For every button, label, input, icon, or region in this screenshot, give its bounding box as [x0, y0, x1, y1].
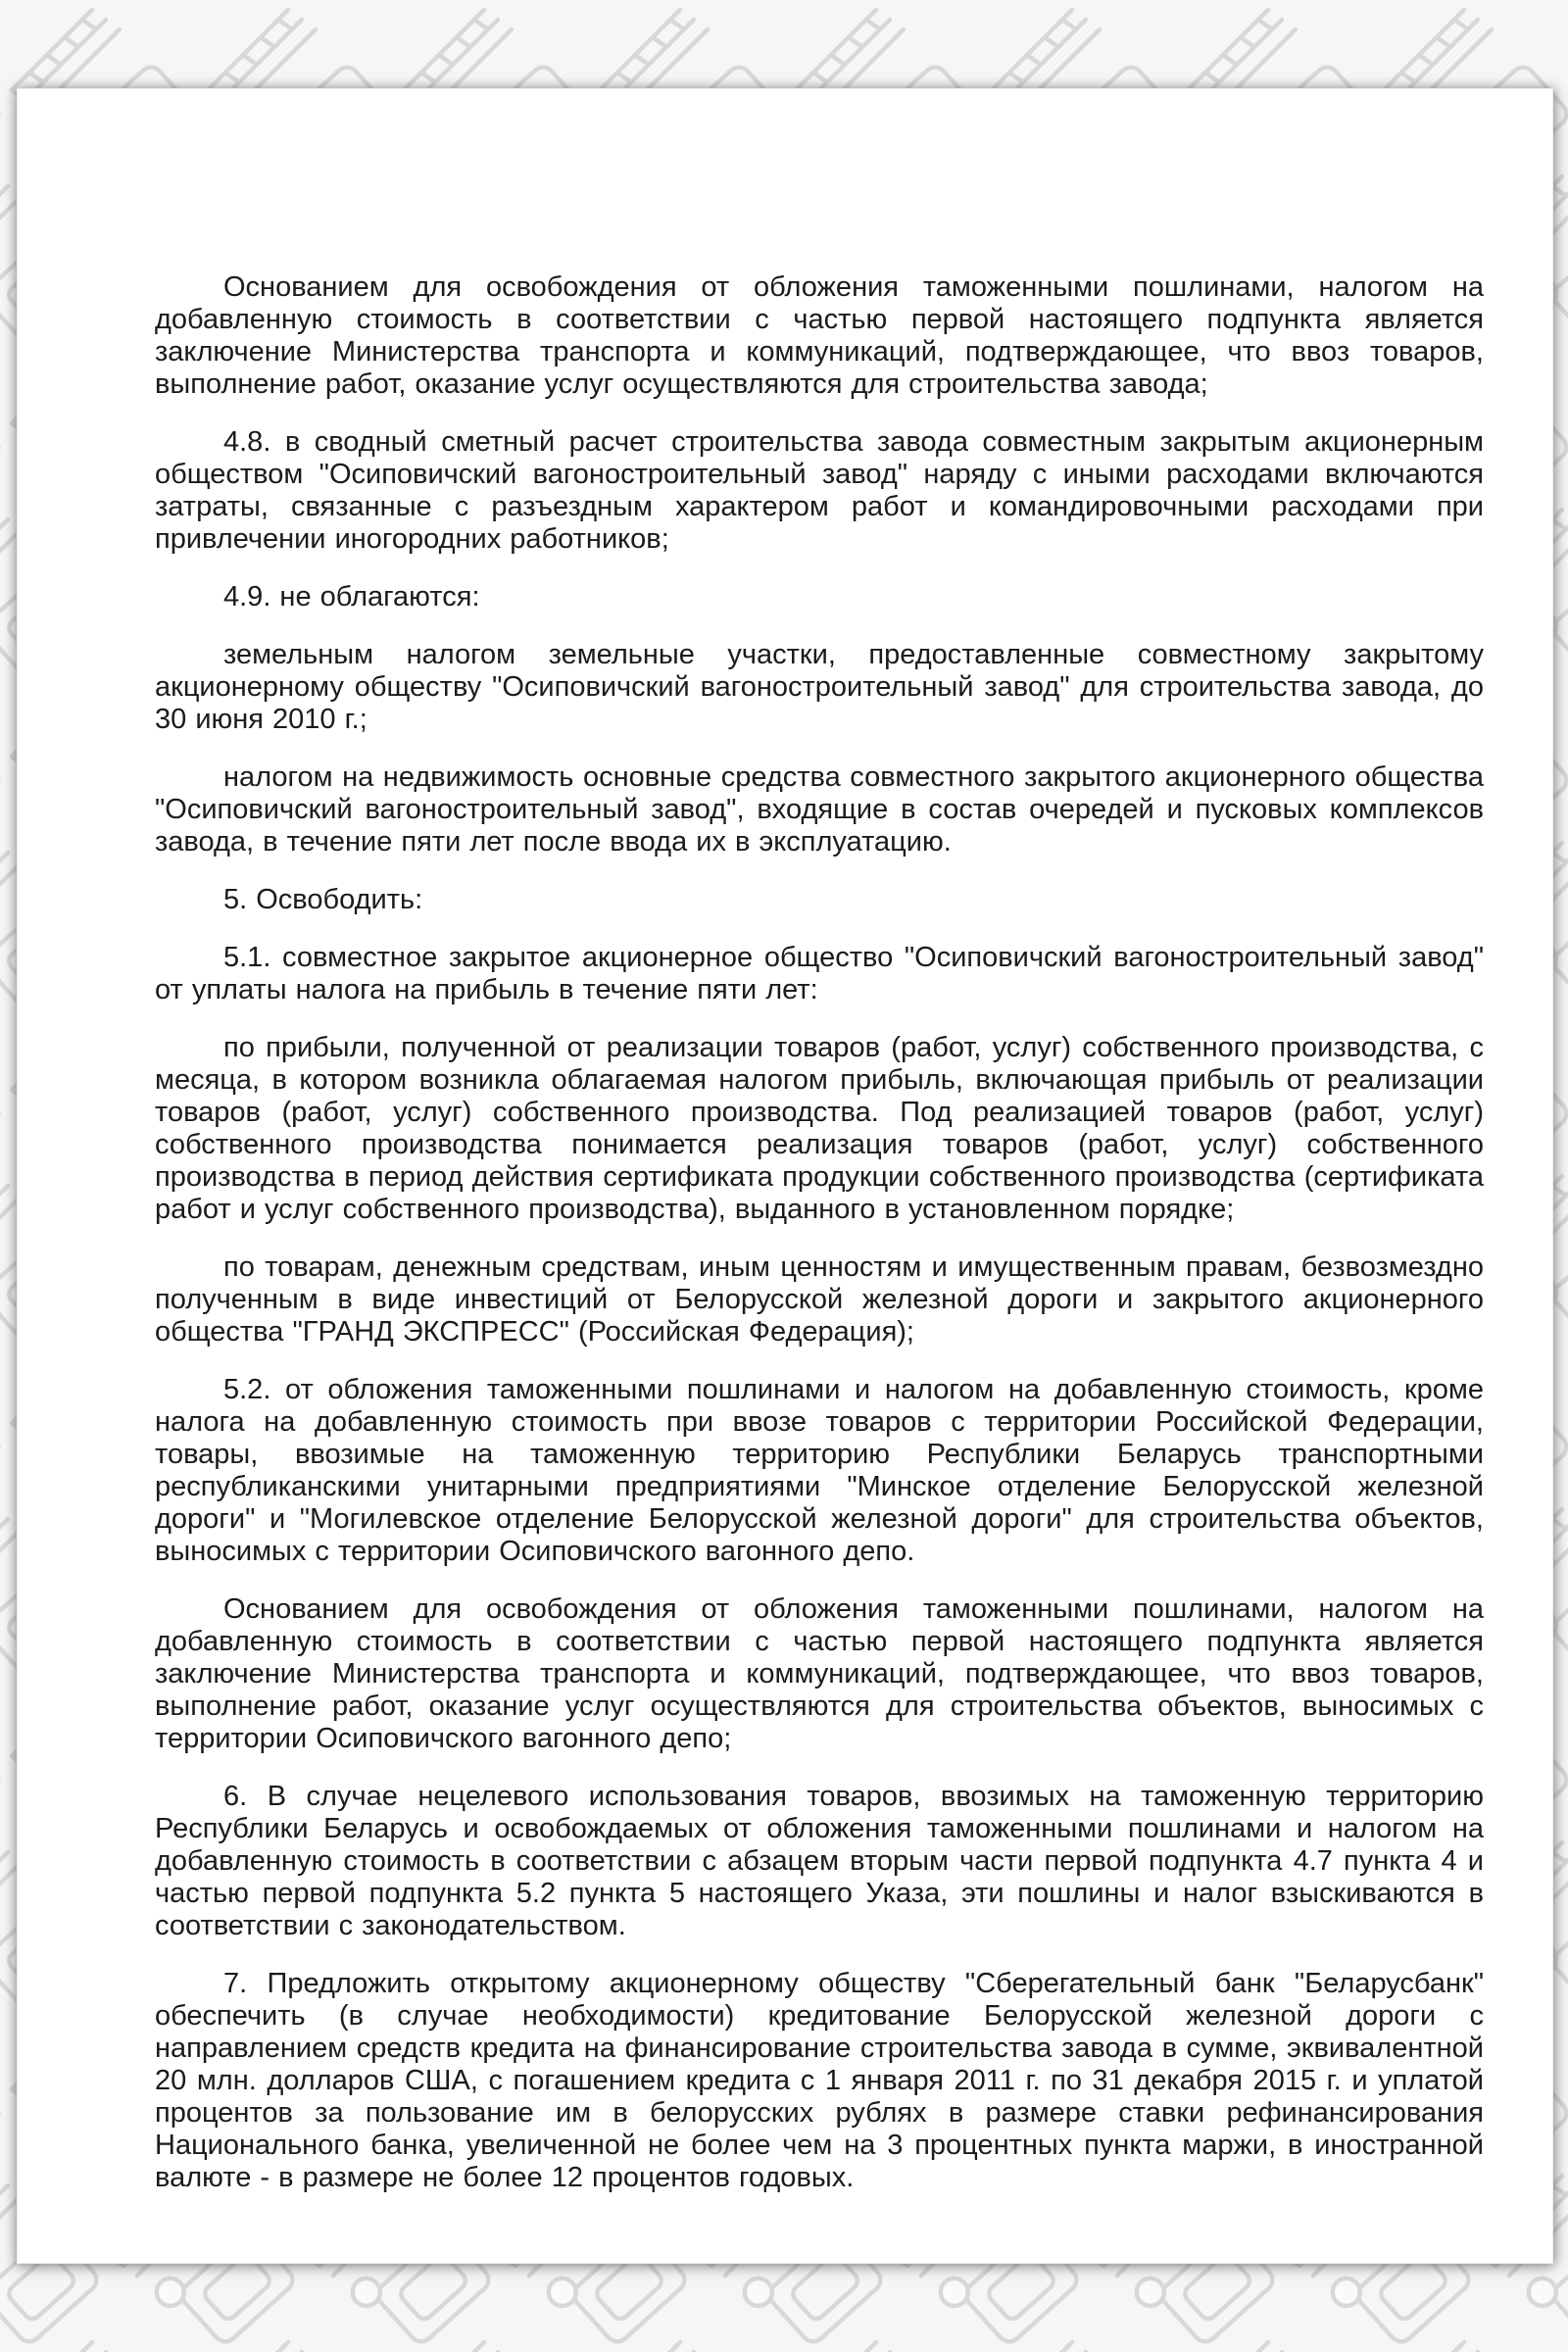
- paragraph-4-8: 4.8. в сводный сметный расчет строительства завода совместным закрытым акционерным обществом "Осиповичский вагоностроительный завод" наряду с иными расходами включаются затраты, связанные с разъездным характером работ и командировочными расходами при привлечении иногородних работников;: [155, 426, 1484, 555]
- paragraph-basis-depot: Основанием для освобождения от обложения таможенными пошлинами, налогом на добавленную стоимость в соответствии с частью первой настоящего подпункта является заключение Министерства транспорта и коммуникаций, подтверждающее, что ввоз товаров, выполнение работ, оказание услуг осуществляются для строительства объектов, выносимых с территории Осиповичского вагонного депо;: [155, 1593, 1484, 1754]
- paragraph-land-tax: земельным налогом земельные участки, предоставленные совместному закрытому акционерному обществу "Осиповичский вагоностроительный завод" для строительства завода, до 30 июня 2010 г.;: [155, 639, 1484, 735]
- paragraph-6: 6. В случае нецелевого использования товаров, ввозимых на таможенную территорию Республики Беларусь и освобождаемых от обложения таможенными пошлинами и налогом на добавленную стоимость в соответствии с абзацем вторым части первой подпункта 4.7 пункта 4 и частью первой подпункта 5.2 пункта 5 настоящего Указа, эти пошлины и налог взыскиваются в соответствии с законодательством.: [155, 1781, 1484, 1941]
- paragraph-goods-investments: по товарам, денежным средствам, иным ценностям и имущественным правам, безвозмездно полученным в виде инвестиций от Белорусской железной дороги и закрытого акционерного общества "ГРАНД ЭКСПРЕСС" (Российская Федерация);: [155, 1251, 1484, 1348]
- paragraph-5-1: 5.1. совместное закрытое акционерное общество "Осиповичский вагоностроительный завод" от уплаты налога на прибыль в течение пяти лет:: [155, 942, 1484, 1005]
- paragraph-profit-exemption: по прибыли, полученной от реализации товаров (работ, услуг) собственного производства, с месяца, в котором возникла облагаемая налогом прибыль, включающая прибыль от реализации товаров (работ, услуг) собственного производства. Под реализацией товаров (работ, услуг) собственного производства понимается реализация товаров (работ, услуг) собственного производства в период действия сертификата продукции собственного производства (сертификата работ и услуг собственного производства), выданного в установленном порядке;: [155, 1032, 1484, 1225]
- paragraph-7: 7. Предложить открытому акционерному обществу "Сберегательный банк "Беларусбанк" обеспечить (в случае необходимости) кредитование Белорусской железной дороги с направлением средств кредита на финансирование строительства завода в сумме, эквивалентной 20 млн. долларов США, с погашением кредита с 1 января 2011 г. по 31 декабря 2015 г. и уплатой процентов за пользование им в белорусских рублях в размере ставки рефинансирования Национального банка, увеличенной не более чем на 3 процентных пункта маржи, в иностранной валюте - в размере не более 12 процентов годовых.: [155, 1968, 1484, 2193]
- paragraph-real-estate-tax: налогом на недвижимость основные средства совместного закрытого акционерного общества "Осиповичский вагоностроительный завод", входящие в состав очередей и пусковых комплексов завода, в течение пяти лет после ввода их в эксплуатацию.: [155, 761, 1484, 858]
- document-text-block: [155, 271, 1484, 2220]
- paragraph-5-exempt: 5. Освободить:: [223, 884, 423, 915]
- paragraph-5-2: 5.2. от обложения таможенными пошлинами и налогом на добавленную стоимость, кроме налога на добавленную стоимость при ввозе товаров с территории Российской Федерации, товары, ввозимые на таможенную территорию Республики Беларусь транспортными республиканскими унитарными предприятиями "Минское отделение Белорусской железной дороги" и "Могилевское отделение Белорусской железной дороги" для строительства объектов, выносимых с территории Осиповичского вагонного депо.: [155, 1374, 1484, 1567]
- paragraph-basis-plant: Основанием для освобождения от обложения таможенными пошлинами, налогом на добавленную стоимость в соответствии с частью первой настоящего подпункта является заключение Министерства транспорта и коммуникаций, подтверждающее, что ввоз товаров, выполнение работ, оказание услуг осуществляются для строительства завода;: [155, 271, 1484, 400]
- document-page: [17, 88, 1553, 2264]
- paragraph-4-9: 4.9. не облагаются:: [223, 581, 480, 612]
